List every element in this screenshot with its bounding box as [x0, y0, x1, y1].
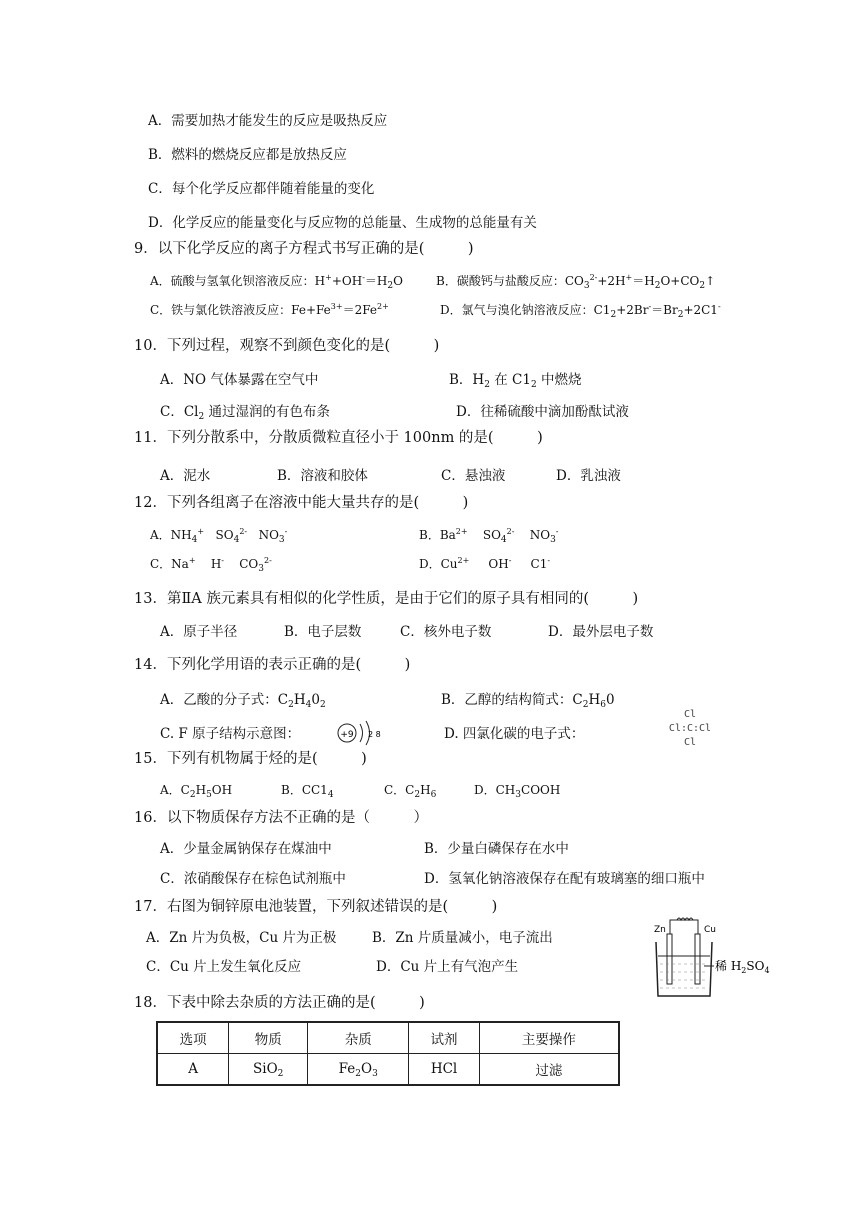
q17-option-a: A．Zn 片为负极，Cu 片为正极 — [146, 930, 337, 946]
ccl4-electron-formula — [660, 708, 720, 764]
q12-option-c: C．Na+ H- $CO_3^{2-}$ — [150, 556, 272, 574]
ccl4-mid: Cl:C:Cl — [668, 723, 712, 734]
q9-option-d: D．氯气与溴化钠溶液反应：$C1_2+2Br^-=Br_2+2C1^-$ — [440, 302, 721, 320]
q8-option-a: A．需要加热才能发生的反应是吸热反应 — [148, 113, 388, 129]
q15-option-d: D．$CH_3COOH$ — [474, 783, 561, 800]
q17-stem: 17．右图为铜锌原电池装置，下列叙述错误的是( ) — [134, 899, 498, 915]
q16-option-b: B．少量白磷保存在水中 — [424, 841, 569, 857]
q12-option-b: B．$Ba^{2+}$ $SO_4^{2-}$ $NO_3^-$ — [419, 527, 559, 545]
table-row — [157, 1054, 619, 1086]
table-header-cell: 选项 — [157, 1022, 229, 1054]
q13-option-b: B．电子层数 — [284, 624, 362, 640]
q17-option-b: B．Zn 片质量减小，电子流出 — [372, 930, 553, 946]
q15-stem: 15．下列有机物属于烃的是( ) — [134, 751, 367, 767]
q13-option-c: C．核外电子数 — [400, 624, 492, 640]
table-cell: A — [157, 1054, 229, 1086]
q11-option-d: D．乳浊液 — [556, 468, 621, 484]
q15-option-b: B．$CC1_4$ — [281, 783, 334, 800]
q10-option-d: D．往稀硫酸中滴加酚酞试液 — [456, 404, 629, 420]
q10-option-a: A．NO 气体暴露在空气中 — [160, 372, 319, 388]
table-header-cell: 物质 — [229, 1022, 308, 1054]
q15-option-c: C．$C_2H_6$ — [384, 783, 437, 800]
cu-label: Cu — [704, 925, 716, 935]
zn-label: Zn — [654, 925, 666, 935]
q13-stem: 13．第ⅡA 族元素具有相似的化学性质，是由于它们的原子具有相同的( ) — [134, 591, 639, 607]
electrolyte-label: 稀 $H_2SO_4$ — [715, 959, 770, 975]
q9-stem: 9．以下化学反应的离子方程式书写正确的是( ) — [134, 241, 474, 257]
q14-option-d: D. 四氯化碳的电子式： — [444, 726, 585, 742]
nucleus-label: +9 — [340, 730, 354, 740]
q13-option-d: D．最外层电子数 — [548, 624, 654, 640]
q10-option-b: B．$H_2$ 在 $C1_2$ 中燃烧 — [449, 372, 582, 390]
shell-labels: 2 8 — [368, 730, 381, 739]
q11-option-b: B．溶液和胶体 — [277, 468, 368, 484]
q9-option-a: A．硫酸与氢氧化钡溶液反应：$H^++OH^-=H_2O$ — [150, 273, 403, 291]
table-header-cell: 试剂 — [409, 1022, 479, 1054]
q14-option-a: A．乙酸的分子式：$C_2H_40_2$ — [160, 692, 326, 710]
q11-option-c: C．悬浊液 — [441, 468, 506, 484]
q16-option-c: C．浓硝酸保存在棕色试剂瓶中 — [160, 871, 346, 887]
q16-stem: 16．以下物质保存方法不正确的是（ ） — [134, 810, 428, 826]
q15-option-a: A．$C_2H_5OH$ — [160, 783, 233, 800]
q9-option-b: B．碳酸钙与盐酸反应：$CO_3^{2-}+2H^+=H_2O+CO_2↑$ — [436, 273, 716, 291]
q8-option-b: B．燃料的燃烧反应都是放热反应 — [148, 147, 347, 163]
q8-option-c: C．每个化学反应都伴随着能量的变化 — [148, 181, 375, 197]
table-cell: HCl — [409, 1054, 479, 1086]
q12-option-a: A．$NH_4^+$ $SO_4^{2-}$ $NO_3^-$ — [150, 527, 288, 545]
q14-stem: 14．下列化学用语的表示正确的是( ) — [134, 657, 411, 673]
q18-stem: 18．下表中除去杂质的方法正确的是( ) — [134, 995, 425, 1011]
q11-option-a: A．泥水 — [160, 468, 211, 484]
table-cell: 过滤 — [479, 1054, 619, 1086]
impurity-table — [156, 1021, 620, 1086]
q14-option-b: B．乙醇的结构简式：$C_2H_60$ — [441, 692, 615, 710]
q12-stem: 12．下列各组离子在溶液中能大量共存的是( ) — [134, 495, 469, 511]
q8-option-d: D．化学反应的能量变化与反应物的总能量、生成物的总能量有关 — [148, 215, 537, 231]
table-header-cell: 杂质 — [308, 1022, 409, 1054]
table-header-row — [157, 1022, 619, 1054]
q17-option-d: D．Cu 片上有气泡产生 — [376, 959, 519, 975]
q16-option-d: D．氢氧化钠溶液保存在配有玻璃塞的细口瓶中 — [424, 871, 705, 887]
q10-stem: 10．下列过程，观察不到颜色变化的是( ) — [134, 338, 440, 354]
fluorine-atom-diagram — [334, 718, 384, 748]
ccl4-bot: Cl — [683, 737, 697, 748]
q10-option-c: C．$Cl_2$ 通过湿润的有色布条 — [160, 404, 331, 422]
table-cell: SiO$_2$ — [229, 1054, 308, 1086]
q16-option-a: A．少量金属钠保存在煤油中 — [160, 841, 332, 857]
q11-stem: 11．下列分散系中，分散质微粒直径小于 100nm 的是( ) — [134, 430, 543, 446]
table-cell: $Fe_2O_3$ — [308, 1054, 409, 1086]
q9-option-c: C．铁与氯化铁溶液反应：$Fe+Fe^{3+}=2Fe^{2+}$ — [150, 302, 389, 317]
q12-option-d: D．$Cu^{2+}$ OH- C1- — [419, 556, 551, 571]
ccl4-top: Cl — [683, 709, 697, 720]
q13-option-a: A．原子半径 — [160, 624, 238, 640]
q14-option-c: C. F 原子结构示意图： — [160, 726, 301, 742]
table-header-cell: 主要操作 — [479, 1022, 619, 1054]
galvanic-cell-diagram — [648, 912, 788, 1000]
q17-option-c: C．Cu 片上发生氧化反应 — [146, 959, 302, 975]
